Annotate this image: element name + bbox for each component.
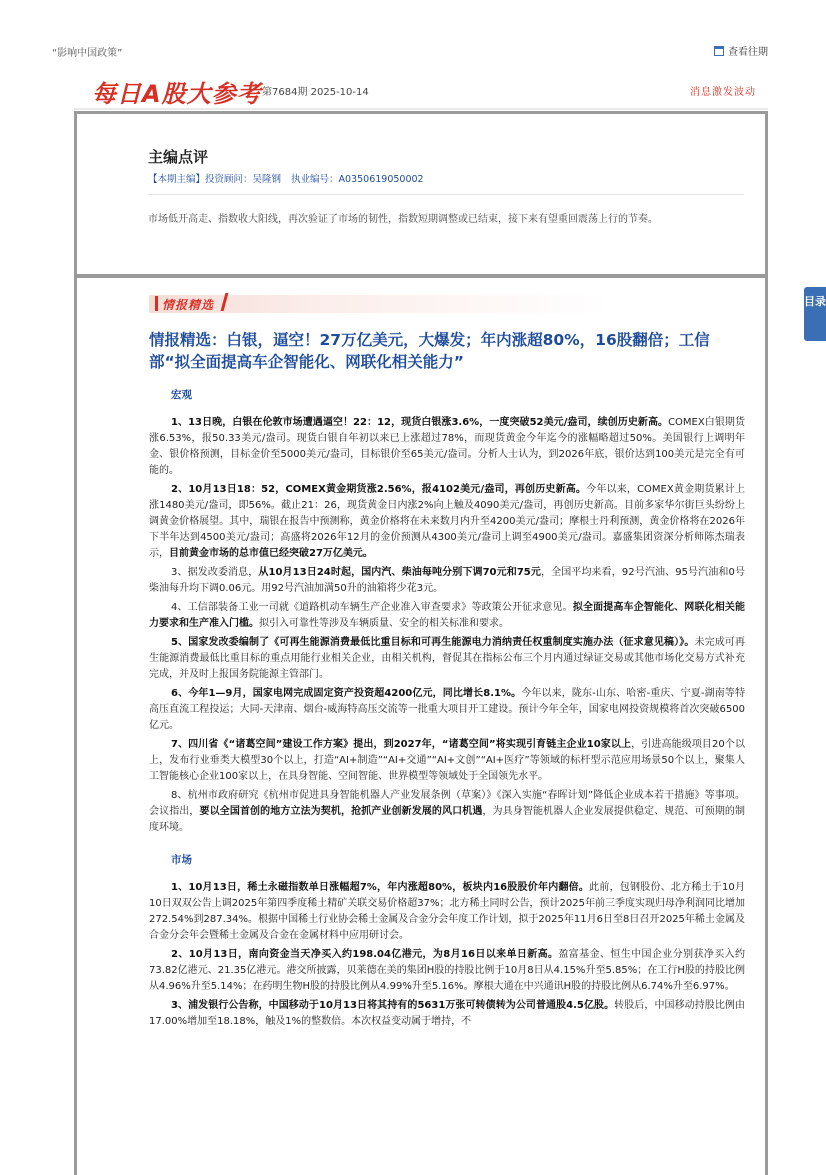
divider	[74, 108, 768, 110]
editor-card-title: 主编点评	[148, 148, 209, 166]
section-header	[149, 293, 729, 315]
divider	[148, 194, 744, 195]
logo: 每日A股大参考	[92, 80, 262, 108]
news-item: 3、据发改委消息，从10月13日24时起，国内汽、柴油每吨分别下调70元和75元，全国平均来看，92号汽油、95号汽油和0号柴油每升均下调0.06元。用92号汽油加满50升的油箱将少花3元。	[149, 567, 745, 594]
intel-card	[74, 275, 768, 1175]
editor-comment: 市场低开高走、指数收大阳线，再次验证了市场的韧性，指数短期调整或已结束，接下来有望重回震荡上行的节奏。	[148, 214, 658, 225]
toc-button[interactable]: 目录	[804, 287, 826, 341]
macro-title: 宏观	[171, 389, 192, 401]
market-list	[149, 880, 745, 1030]
slogan: “影响中国政策”	[52, 48, 123, 59]
news-item: 7、四川省《“诸葛空间”建设工作方案》提出，到2027年，“诸葛空间”将实现引育链主企业10家以上，引进高能级项目20个以上，发布行业垂类大模型30个以上，打造“AI+制造”“AI+交通”“AI+文创”“AI+医疗”等领域的标杆型示范应用场景50个以上，聚集人工智能核心企业100家以上，在具身智能、空间智能、世界模型等领域处于全国领先水平。	[149, 739, 745, 782]
news-item: 3、浦发银行公告称，中国移动于10月13日将其持有的5631万张可转债转为公司普通股4.5亿股。转股后，中国移动持股比例由17.00%增加至18.18%，触及1%的整数倍。本次权益变动属于增持，不	[149, 1000, 745, 1027]
editor-label: 【本期主编】投资顾问：吴隆钢	[148, 174, 282, 185]
macro-list	[149, 415, 745, 836]
market-title: 市场	[171, 854, 192, 866]
editor-info	[148, 171, 424, 185]
news-item: 2、10月13日18：52，COMEX黄金期货涨2.56%，报4102美元/盎司，再创历史新高。今年以来，COMEX黄金期货累计上涨1480美元/盎司，即56%。截止21：26，现货黄金日内涨2%向上触及4090美元/盎司，再创历史新高。目前多家华尔街巨头纷纷上调黄金价格展望。其中，瑞银在报告中预测称，黄金价格将在未来数月内升至4200美元/盎司；摩根士丹利预测，黄金价格将在2026年下半年达到4500美元/盎司；高盛将2026年12月的金价预测从4300美元/盎司上调至4900美元/盎司。嘉盛集团资深分析师陈杰瑞表示，目前黄金市场的总市值已经突破27万亿美元。	[149, 484, 745, 559]
news-item: 1、13日晚，白银在伦敦市场遭遇逼空！22：12，现货白银涨3.6%，一度突破52美元/盎司，续创历史新高。COMEX白银期货涨6.53%，报50.33美元/盎司。现货白银自年初以来已上涨超过78%，而现货黄金今年迄今的涨幅略超过50%。美国银行上调明年金、银价格预测，目标金价至5000美元/盎司，目标银价至65美元/盎司。分析人士认为，到2026年底，银价达到100美元是完全有可能的。	[149, 417, 745, 476]
editor-card	[74, 111, 768, 277]
section-label: 情报精选	[162, 298, 215, 312]
issue-info: 第7684期 2025-10-14	[262, 87, 369, 98]
history-link[interactable]	[714, 43, 768, 58]
history-label: 查看往期	[728, 47, 768, 58]
news-item: 4、工信部装备工业一司就《道路机动车辆生产企业准入审查要求》等政策公开征求意见。拟全面提高车企智能化、网联化相关能力要求和生产准入门槛。拟引入可靠性等涉及车辆质量、安全的相关标准和要求。	[149, 602, 745, 629]
article-body	[149, 387, 745, 1033]
news-item: 8、杭州市政府研究《杭州市促进具身智能机器人产业发展条例（草案）》《深入实施“春晖计划”降低企业成本若干措施》等事项。会议指出，要以全国首创的地方立法为契机，抢抓产业创新发展的风口机遇，为具身智能机器人企业发展提供稳定、规范、可预期的制度环境。	[149, 790, 746, 833]
calendar-icon	[714, 46, 724, 56]
news-item: 6、今年1—9月，国家电网完成固定资产投资超4200亿元，同比增长8.1%。今年以来，陇东-山东、哈密-重庆、宁夏-湖南等特高压直流工程投运；大同-天津南、烟台-威海特高压交流等一批重大项目开工建设。预计今年全年，国家电网投资规模将首次突破6500亿元。	[149, 688, 745, 731]
top-bar	[0, 0, 826, 70]
tagline: 消息激发波动	[690, 87, 756, 98]
brand-bar	[74, 72, 768, 108]
cert-label: 执业编号：A0350619050002	[291, 174, 424, 185]
news-item: 1、10月13日，稀土永磁指数单日涨幅超7%，年内涨超80%，板块内16股股价年内翻倍。此前，包钢股份、北方稀土于10月10日双双公告上调2025年第四季度稀土精矿关联交易价格超37%；北方稀土同时公告，预计2025年前三季度实现归母净利润同比增加272.54%到287.34%。根据中国稀土行业协会稀土金属及合金分会年度工作计划，拟于2025年11月6日至8日召开2025年稀土金属及合金分会年会暨稀土金属及合金在金属材料中应用研讨会。	[149, 882, 745, 941]
news-item: 2、10月13日，南向资金当天净买入约198.04亿港元，为8月16日以来单日新高。盈富基金、恒生中国企业分别获净买入约73.82亿港元、21.35亿港元。港交所披露，贝莱德在美的集团H股的持股比例于10月8日从4.15%升至5.85%；在工行H股的持股比例从4.96%升至5.14%；在药明生物H股的持股比例从4.99%升至5.16%。摩根大通在中兴通讯H股的持股比例从6.74%升至6.97%。	[149, 949, 745, 992]
news-item: 5、国家发改委编制了《可再生能源消费最低比重目标和可再生能源电力消纳责任权重制度实施办法（征求意见稿）》。未完成可再生能源消费最低比重目标的重点用能行业相关企业，由相关机构，督促其在指标公布三个月内通过绿证交易或其他市场化交易方式补充完成，并及时上报国务院能源主管部门。	[149, 637, 745, 680]
headline: 情报精选：白银，逼空！27万亿美元，大爆发；年内涨超80%，16股翻倍；工信部“拟全面提高车企智能化、网联化相关能力”	[149, 331, 710, 371]
